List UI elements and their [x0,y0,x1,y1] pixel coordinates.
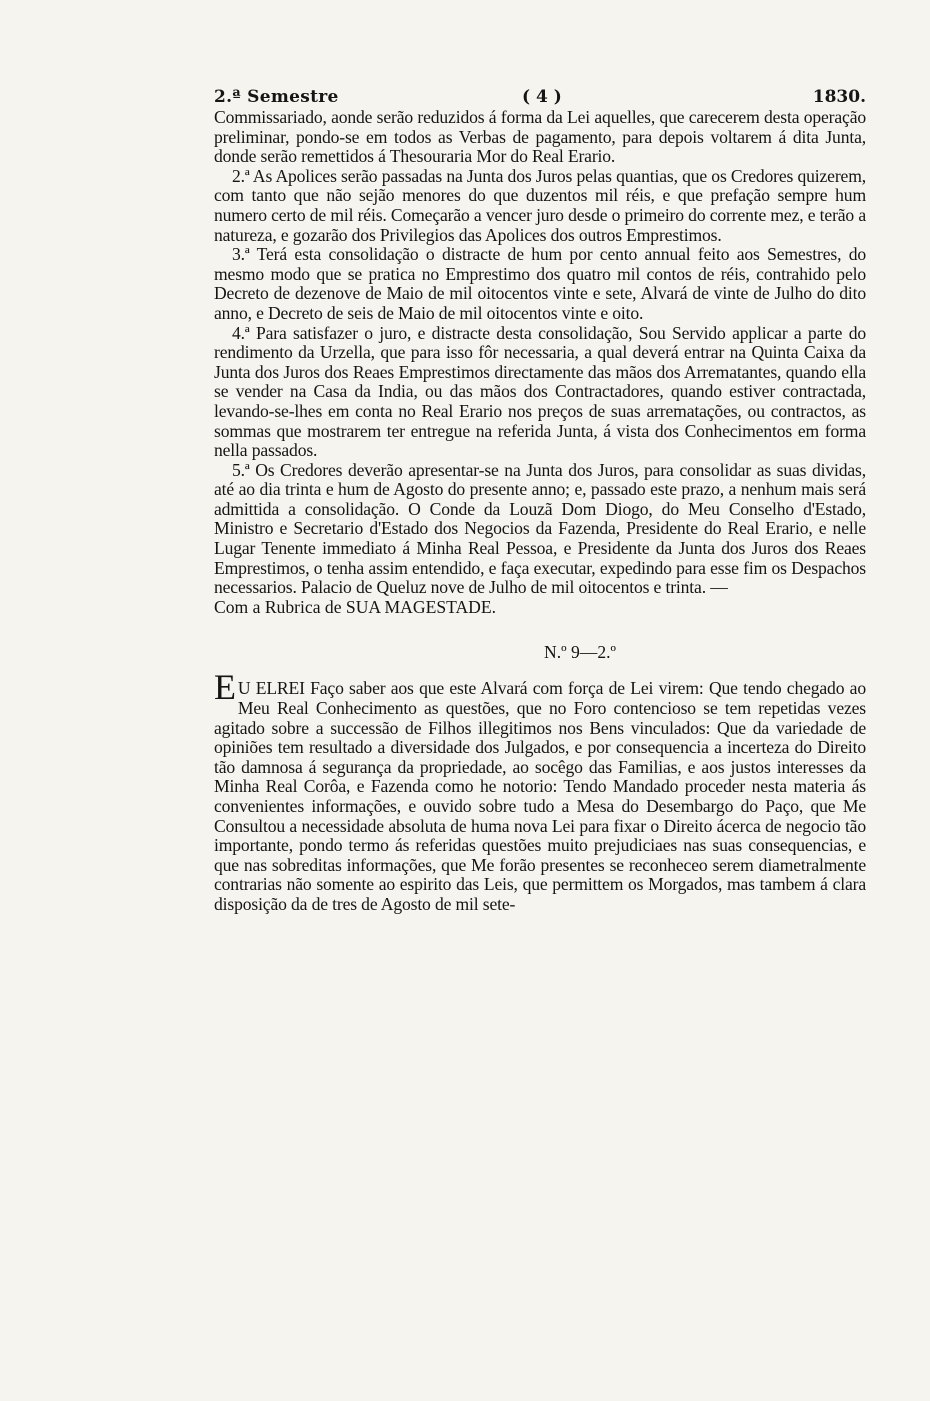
document-page [214,86,866,915]
alvara-body [214,667,866,914]
decree-number: N.º 9—2.º [544,642,616,663]
paragraph-item-3: 3.ª Terá esta consolidação o distracte de hum por cento annual feito aos Semestres, do mesmo modo que se pratica no Emprestimo dos quatro mil contos de réis, contrahido pelo Decreto de dezenove de Maio de mil oitocentos vinte e sete, Alvará de vinte de Julho do dito anno, e Decreto de seis de Maio de mil oitocentos vinte e oito. [214,244,866,323]
paragraph-continuation: Commissariado, aonde serão reduzidos á forma da Lei aquelles, que carecerem desta operação preliminar, pondo-se em todos as Verbas de pagamento, para depois voltarem á dita Junta, donde serão remettidos á Thesouraria Mor do Real Erario. [214,107,866,167]
royal-rubric: Com a Rubrica de SUA MAGESTADE. [214,596,497,617]
alvara-text: U ELREI Faço saber aos que este Alvará com força de Lei virem: Que tendo chegado ao Meu Real Conhecimento as questões, que no Foro contencioso se tem repetidas vezes agitado sobre a successão de Filhos illegitimos nos Bens vinculados: Que da variedade de opiniões tem resultado a diversidade dos Julgados, e por consequencia a incerteza do Direito tão damnosa á segurança da propriedade, ao socêgo das Familias, e aos justos interesses da Minha Real Corôa, e Fazenda como he notorio: Tendo Mandado proceder nesta materia ás convenientes informações, e ouvido sobre tudo a Mesa do Desembargo do Paço, que Me Consultou a necessidade absoluta de huma nova Lei para fixar o Direito ácerca de negocio tão importante, pondo termo ás referidas questões muito prejudiciaes nas suas consequencias, e que nas sobreditas informações, que Me forão presentes se reconheceo serem diametralmente contrarias não somente ao espirito das Leis, que permittem os Morgados, mas tambem á clara disposição da de tres de Agosto de mil sete- [214,678,866,914]
paragraph-item-4: 4.ª Para satisfazer o juro, e distracte desta consolidação, Sou Servido applicar a parte do rendimento da Urzella, que para isso fôr necessaria, a qual deverá entrar na Quinta Caixa da Junta dos Juros dos Reaes Emprestimos directamente das mãos dos Arrematantes, quando ella se vender na Casa da India, ou das mãos dos Contractadores, quando estiver contractada, levando-se-lhes em conta no Real Erario nos preços de suas arrematações, ou contractos, as sommas que mostrarem ter entregue na referida Junta, á vista dos Conhecimentos em forma nella passados. [214,322,866,461]
paragraph-item-5: 5.ª Os Credores deverão apresentar-se na Junta dos Juros, para consolidar as suas dividas, até ao dia trinta e hum de Agosto do presente anno; e, passado este prazo, a nenhum mais será admittida a consolidação. O Conde da Louzã Dom Diogo, do Meu Conselho d'Estado, Ministro e Secretario d'Estado dos Negocios da Fazenda, Presidente do Real Erario, e nelle Lugar Tenente immediato á Minha Real Pessoa, e Presidente da Junta dos Juros dos Reaes Emprestimos, o tenha assim entendido, e faça executar, expedindo para esse fim os Despachos necessarios. Palacio de Queluz nove de Julho de mil oitocentos e trinta. — [214,459,866,598]
drop-cap: E [214,667,236,708]
semester-label: 2.ª Semestre [214,87,339,107]
year-label: 1830. [812,87,866,107]
page-number: ( 4 ) [522,87,562,107]
decree-body [214,108,866,598]
page-header [214,86,866,108]
paragraph-item-2: 2.ª As Apolices serão passadas na Junta dos Juros pelas quantias, que os Credores quizerem, com tanto que não sejão menores do que duzentos mil réis, e que prefação sempre hum numero certo de mil réis. Começarão a vencer juro desde o primeiro do corrente mez, e terão a natureza, e gozarão dos Privilegios das Apolices dos outros Emprestimos. [214,165,866,245]
